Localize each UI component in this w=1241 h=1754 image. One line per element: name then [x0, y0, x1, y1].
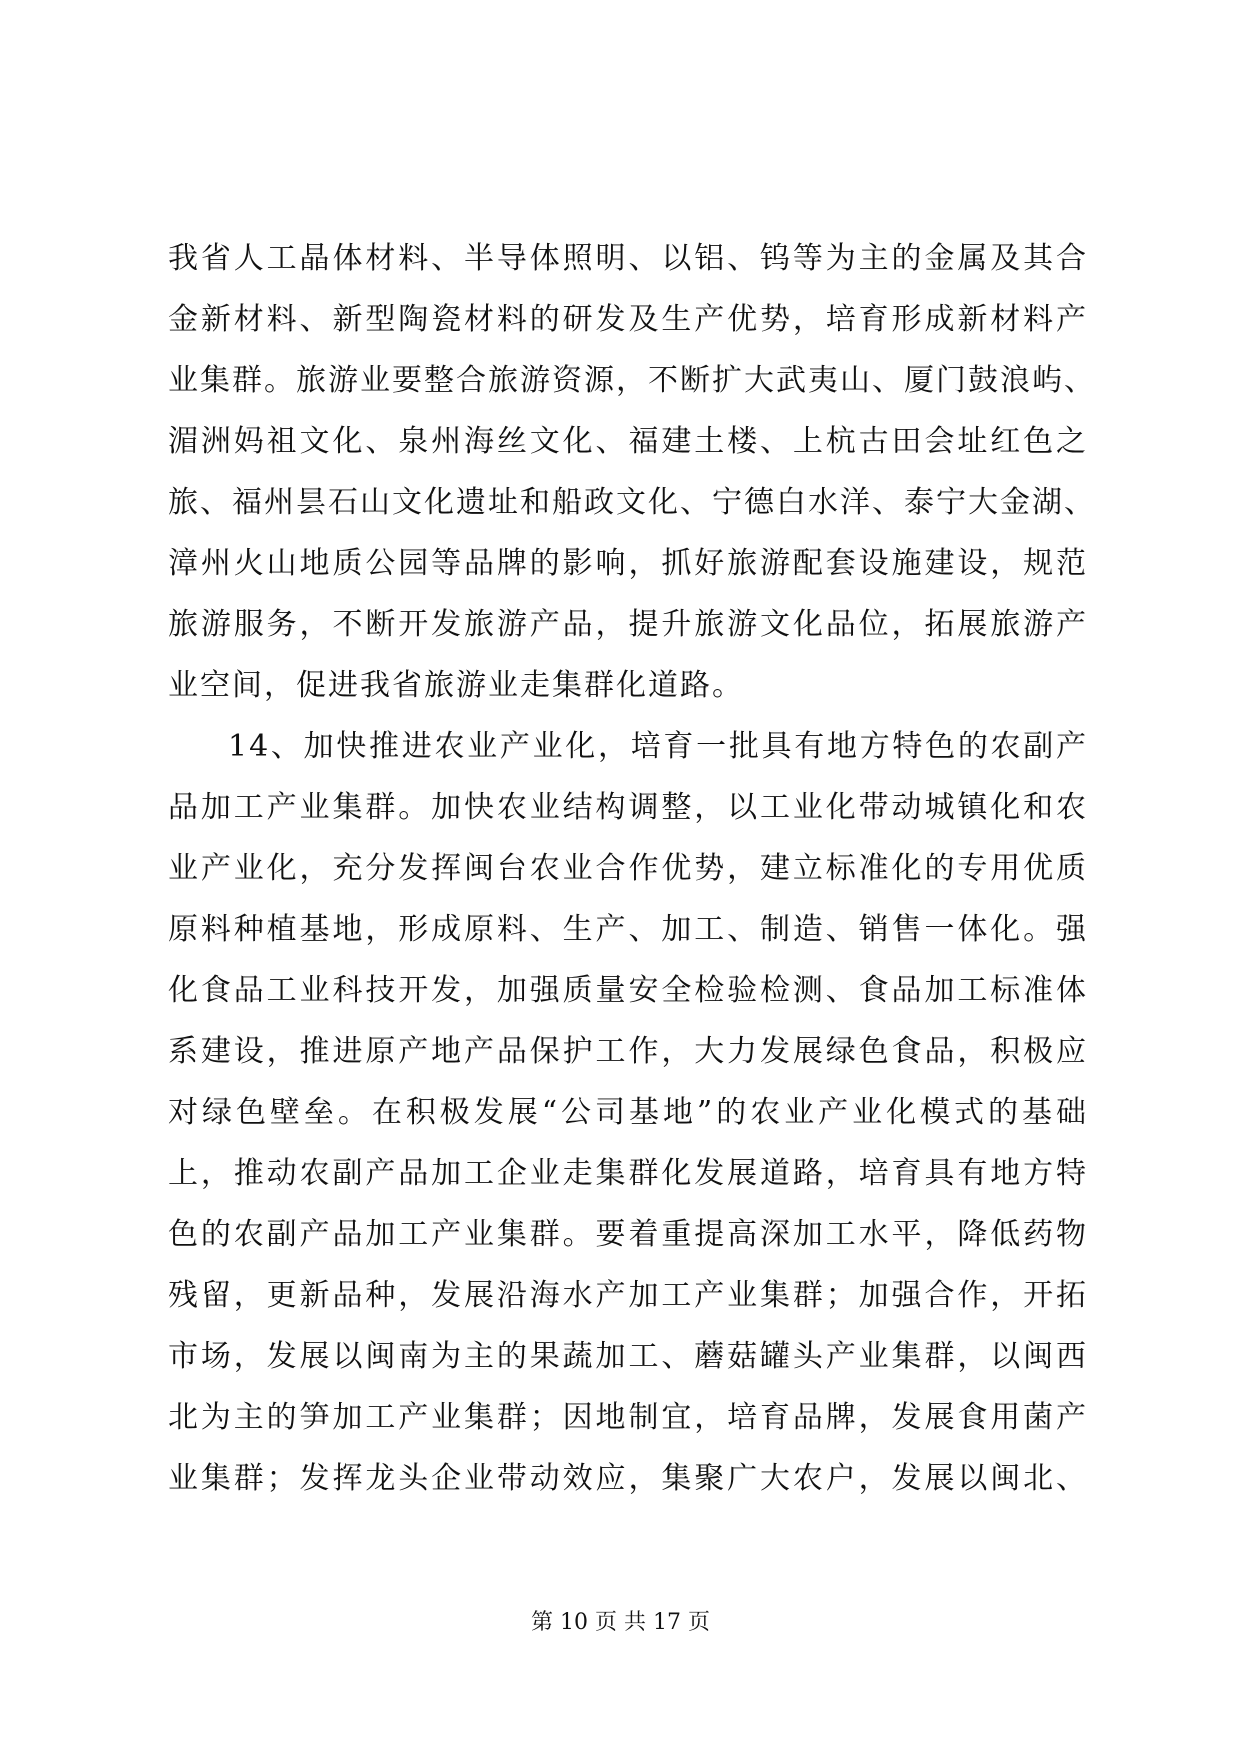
text-line: 品加工产业集群。加快农业结构调整，以工业化带动城镇化和农 [168, 790, 1088, 825]
text-line: 业集群；发挥龙头企业带动效应，集聚广大农户，发展以闽北、 [168, 1461, 1088, 1496]
text-line: 上，推动农副产品加工企业走集群化发展道路，培育具有地方特 [168, 1156, 1088, 1191]
text-line: 漳州火山地质公园等品牌的影响，抓好旅游配套设施建设，规范 [168, 546, 1088, 581]
text-line: 对绿色壁垒。在积极发展“公司基地”的农业产业化模式的基础 [168, 1095, 1088, 1130]
text-line: 北为主的笋加工产业集群；因地制宜，培育品牌，发展食用菌产 [168, 1400, 1088, 1435]
text-line: 化食品工业科技开发，加强质量安全检验检测、食品加工标准体 [168, 973, 1088, 1008]
text-line: 湄洲妈祖文化、泉州海丝文化、福建土楼、上杭古田会址红色之 [168, 424, 1088, 459]
body-text [168, 228, 1096, 1509]
text-line: 色的农副产品加工产业集群。要着重提高深加工水平，降低药物 [168, 1217, 1088, 1252]
text-line: 残留，更新品种，发展沿海水产加工产业集群；加强合作，开拓 [168, 1278, 1088, 1313]
text-line: 业集群。旅游业要整合旅游资源，不断扩大武夷山、厦门鼓浪屿、 [168, 363, 1096, 398]
text-line: 金新材料、新型陶瓷材料的研发及生产优势，培育形成新材料产 [168, 302, 1088, 337]
text-line: 旅游服务，不断开发旅游产品，提升旅游文化品位，拓展旅游产 [168, 607, 1088, 642]
text-line: 14、加快推进农业产业化，培育一批具有地方特色的农副产 [228, 729, 1088, 764]
text-line: 系建设，推进原产地产品保护工作，大力发展绿色食品，积极应 [168, 1034, 1088, 1069]
text-line: 旅、福州昙石山文化遗址和船政文化、宁德白水洋、泰宁大金湖、 [168, 485, 1096, 520]
text-line: 市场，发展以闽南为主的果蔬加工、蘑菇罐头产业集群，以闽西 [168, 1339, 1088, 1374]
text-line: 业产业化，充分发挥闽台农业合作优势，建立标准化的专用优质 [168, 851, 1088, 886]
paragraph-2 [168, 716, 1088, 1509]
text-line: 业空间，促进我省旅游业走集群化道路。 [168, 668, 744, 703]
text-line: 原料种植基地，形成原料、生产、加工、制造、销售一体化。强 [168, 912, 1088, 947]
text-line: 我省人工晶体材料、半导体照明、以铝、钨等为主的金属及其合 [168, 241, 1088, 276]
paragraph-1 [168, 228, 1096, 716]
page-number-footer: 第 10 页 共 17 页 [531, 1610, 710, 1635]
